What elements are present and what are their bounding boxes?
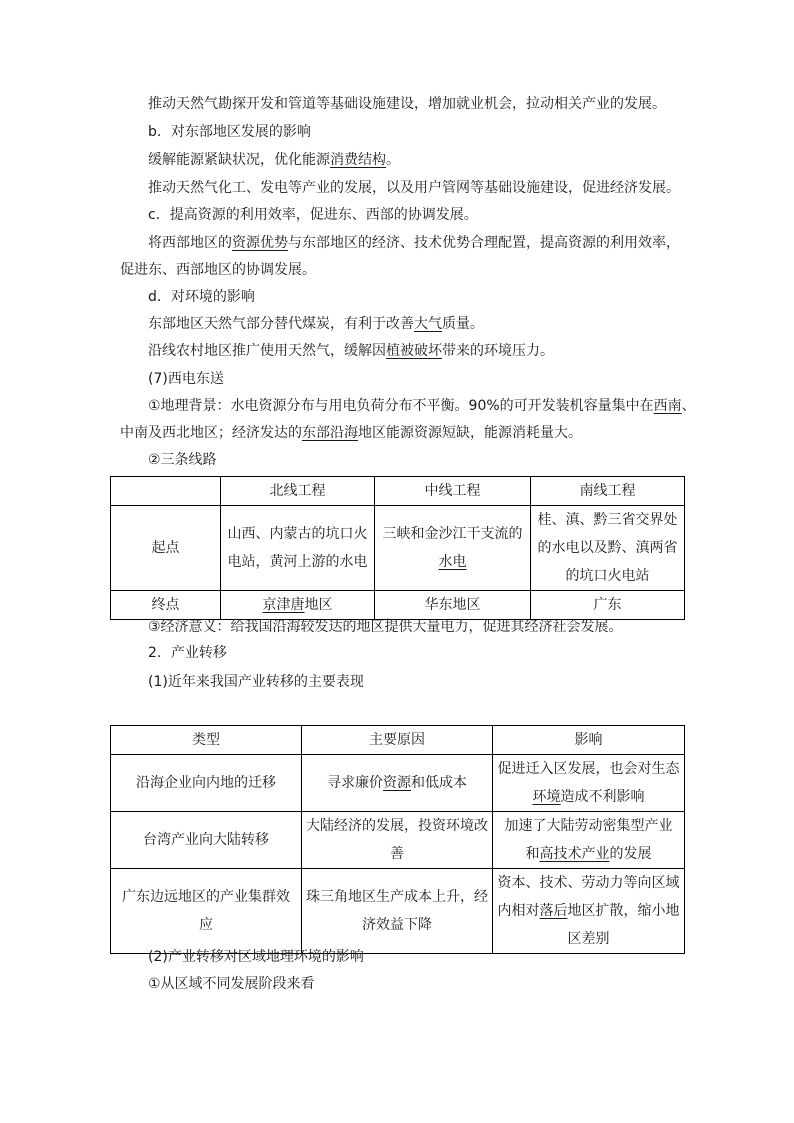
table-header-cell: 影响 xyxy=(493,726,685,755)
text-segment: (2)产业转移对区域地理环境的影响 xyxy=(148,949,364,965)
text-segment: 山西、内蒙古的坑口火 xyxy=(227,526,368,542)
text-segment: 沿线农村地区推广使用天然气，缓解因 xyxy=(148,343,386,359)
table-cell xyxy=(531,591,685,620)
text-segment: ①地理背景：水电资源分布与用电负荷分布不平衡。90%的可开发装机容量集中在 xyxy=(148,398,654,414)
text-segment: 桂、滇、黔三省交界处 xyxy=(537,512,678,528)
text-segment: 区差别 xyxy=(567,931,610,947)
text-segment: 广东 xyxy=(593,597,622,613)
section-heading xyxy=(148,643,227,663)
table-cell xyxy=(302,812,493,869)
text-segment: 和低成本 xyxy=(411,775,467,791)
table-row xyxy=(111,591,685,620)
text-segment: 中南及西北地区；经济发达的 xyxy=(120,425,302,441)
table-cell xyxy=(111,506,221,591)
text-segment: (7)西电东送 xyxy=(148,371,224,387)
table-header-cell: 北线工程 xyxy=(221,477,375,506)
paragraph-line xyxy=(148,94,666,114)
text-segment: 济效益下降 xyxy=(362,917,432,933)
text-segment: 的坑口火电站 xyxy=(565,568,650,584)
text-segment: 地区扩散，缩小地 xyxy=(567,903,680,919)
text-segment: 东部地区天然气部分替代煤炭，有利于改善 xyxy=(148,316,414,332)
text-segment: 内相对 xyxy=(497,903,540,919)
table-row xyxy=(111,812,685,869)
table-header-cell: 主要原因 xyxy=(302,726,493,755)
paragraph-line xyxy=(148,617,623,637)
paragraph-line xyxy=(148,341,554,361)
text-segment: 资本、技术、劳动力等向区域 xyxy=(497,875,680,891)
table-cell xyxy=(493,755,685,812)
text-segment: d．对环境的影响 xyxy=(148,289,255,305)
industry-transfer-table xyxy=(110,725,685,954)
table-cell xyxy=(111,812,302,869)
text-segment: ②三条线路 xyxy=(148,452,217,468)
text-segment: 华东地区 xyxy=(424,597,481,613)
text-segment: 寻求廉价 xyxy=(327,775,383,791)
underlined-term: 水电 xyxy=(438,554,467,570)
text-segment: 地区能源资源短缺，能源消耗量大。 xyxy=(358,425,582,441)
text-segment: 珠三角地区生产成本上升，经 xyxy=(306,889,488,905)
text-segment: b．对东部地区发展的影响 xyxy=(148,124,311,140)
underlined-term: 大气 xyxy=(414,316,442,332)
underlined-term: 植被破坏 xyxy=(386,343,442,359)
text-segment: 加速了大陆劳动密集型产业 xyxy=(504,818,673,834)
table-header-cell: 南线工程 xyxy=(531,477,685,506)
paragraph-line xyxy=(148,974,315,994)
text-segment: 应 xyxy=(199,917,213,933)
text-segment: 善 xyxy=(390,846,404,862)
underlined-term: 京津唐 xyxy=(262,597,305,613)
table-cell xyxy=(111,869,302,954)
text-segment: 造成不利影响 xyxy=(560,789,645,805)
underlined-term: 资源 xyxy=(383,775,411,791)
paragraph-line xyxy=(148,314,484,334)
text-segment: 地区 xyxy=(304,597,333,613)
text-segment: 质量。 xyxy=(442,316,484,332)
table-header-cell: 类型 xyxy=(111,726,302,755)
text-segment: 将西部地区的 xyxy=(148,235,232,251)
underlined-term: 西南 xyxy=(653,398,682,414)
paragraph-line xyxy=(120,423,582,443)
text-segment: 的发展 xyxy=(609,846,652,862)
text-segment: (1)近年来我国产业转移的主要表现 xyxy=(148,674,364,690)
paragraph-line xyxy=(148,150,400,170)
text-segment: 终点 xyxy=(151,597,180,613)
table-cell xyxy=(493,869,685,954)
table-row xyxy=(111,755,685,812)
subsection-heading xyxy=(148,947,364,967)
text-segment: 促进迁入区发展，也会对生态 xyxy=(497,761,680,777)
table-cell xyxy=(111,755,302,812)
text-segment: 推动天然气勘探开发和管道等基础设施建设，增加就业机会，拉动相关产业的发展。 xyxy=(148,96,666,112)
table-cell xyxy=(221,591,375,620)
table-cell xyxy=(302,869,493,954)
table-cell xyxy=(375,591,531,620)
table-cell xyxy=(302,755,493,812)
paragraph-line xyxy=(148,178,680,198)
table-row xyxy=(111,869,685,954)
table-cell xyxy=(221,506,375,591)
text-segment: 三峡和金沙江干支流的 xyxy=(382,526,523,542)
paragraph-line xyxy=(148,396,696,416)
underlined-term: 高技术产业 xyxy=(539,846,610,862)
table-header-row xyxy=(111,477,685,506)
paragraph-line xyxy=(120,260,316,280)
text-segment: 的水电以及黔、滇两省 xyxy=(537,540,678,556)
text-segment: 台湾产业向大陆转移 xyxy=(143,832,269,848)
table-cell xyxy=(493,812,685,869)
underlined-term: 东部沿海 xyxy=(302,425,358,441)
text-segment: 推动天然气化工、发电等产业的发展，以及用户管网等基础设施建设，促进经济发展。 xyxy=(148,180,680,196)
power-lines-table xyxy=(110,476,685,620)
text-segment: 缓解能源紧缺状况，优化能源 xyxy=(148,152,330,168)
table-row xyxy=(111,506,685,591)
table-cell xyxy=(111,591,221,620)
table-cell xyxy=(375,506,531,591)
text-segment: 起点 xyxy=(151,540,180,556)
table-cell xyxy=(531,506,685,591)
table-header-cell xyxy=(111,477,221,506)
subsection-heading xyxy=(148,672,364,692)
text-segment: 和 xyxy=(525,846,540,862)
underlined-term: 消费结构 xyxy=(330,152,386,168)
subsection-heading xyxy=(148,122,311,142)
text-segment: 广东边远地区的产业集群效 xyxy=(122,889,290,905)
text-segment: c．提高资源的利用效率，促进东、西部的协调发展。 xyxy=(148,207,478,223)
text-segment: 与东部地区的经济、技术优势合理配置，提高资源的利用效率， xyxy=(288,235,680,251)
text-segment: 沿海企业向内地的迁移 xyxy=(136,775,276,791)
text-segment: ①从区域不同发展阶段来看 xyxy=(148,976,315,992)
underlined-term: 落后 xyxy=(539,903,568,919)
text-segment: 。 xyxy=(386,152,400,168)
text-segment: 电站，黄河上游的水电 xyxy=(227,554,368,570)
text-segment: 带来的环境压力。 xyxy=(442,343,554,359)
underlined-term: 资源优势 xyxy=(232,235,288,251)
subsection-heading xyxy=(148,205,478,225)
paragraph-line xyxy=(148,233,680,253)
text-segment: ③经济意义：给我国沿海较发达的地区提供大量电力，促进其经济社会发展。 xyxy=(148,619,623,635)
text-segment: 、 xyxy=(681,398,696,414)
section-heading xyxy=(148,369,224,389)
underlined-term: 环境 xyxy=(532,789,561,805)
text-segment: 2．产业转移 xyxy=(148,645,227,661)
table-header-cell: 中线工程 xyxy=(375,477,531,506)
table-header-row xyxy=(111,726,685,755)
subsection-heading xyxy=(148,450,217,470)
text-segment: 大陆经济的发展，投资环境改 xyxy=(306,818,488,834)
text-segment: 促进东、西部地区的协调发展。 xyxy=(120,262,316,278)
subsection-heading xyxy=(148,287,255,307)
